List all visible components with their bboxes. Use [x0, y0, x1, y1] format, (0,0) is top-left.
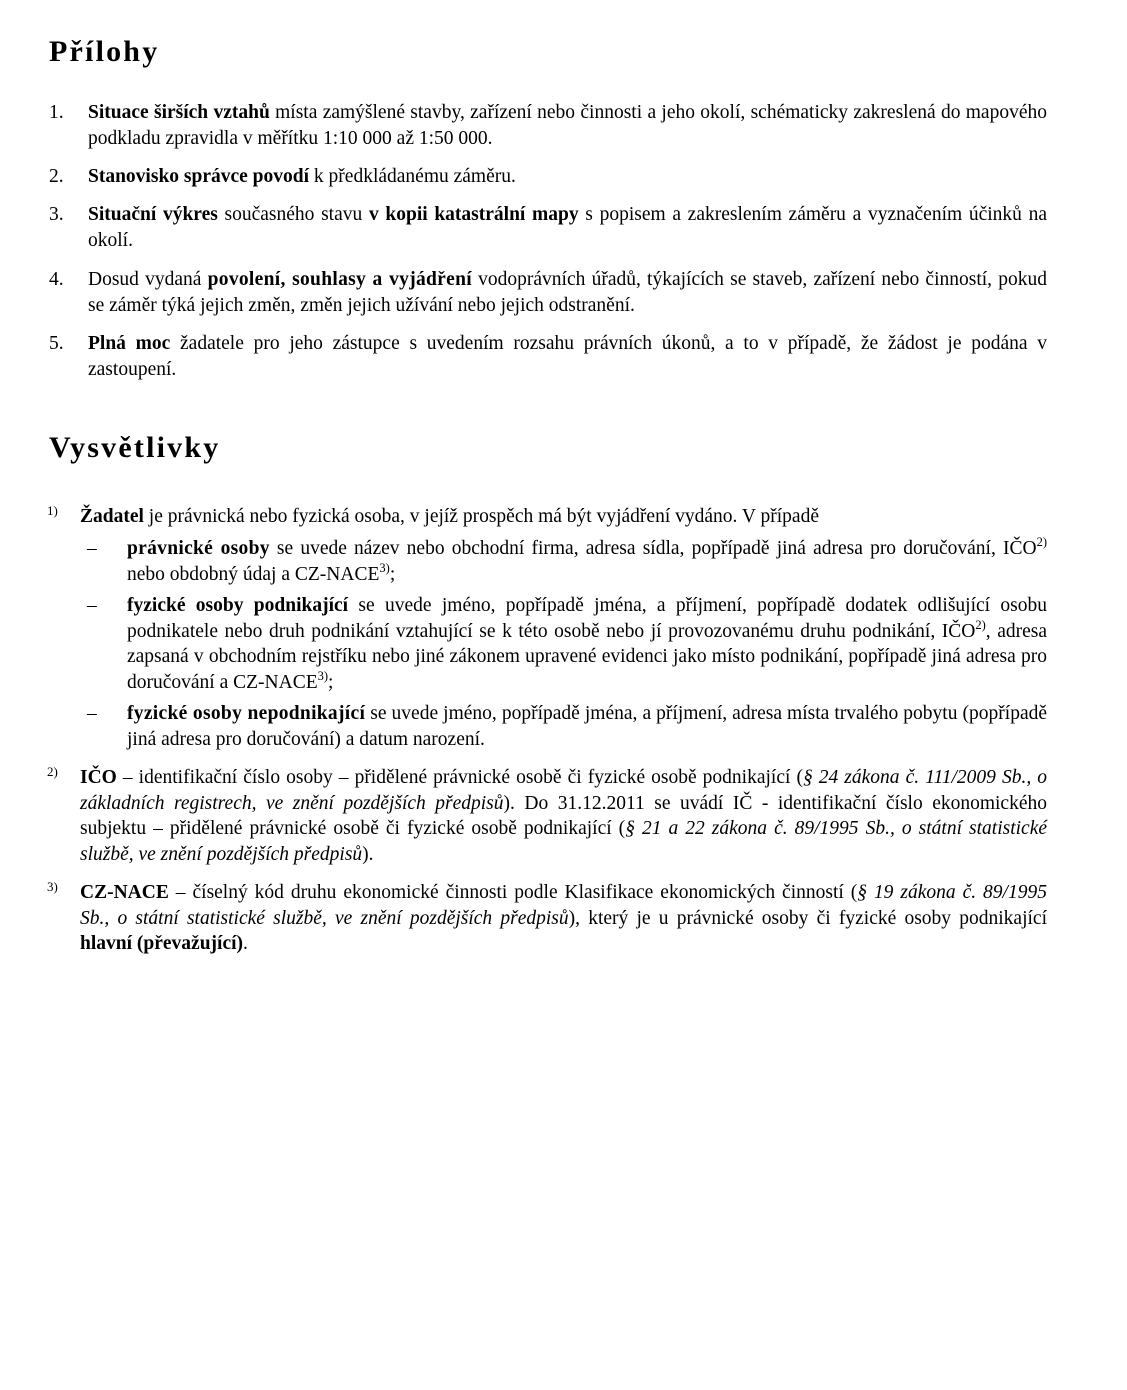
footnote-ref: 2) — [1036, 535, 1047, 549]
item-number: 2. — [49, 166, 64, 187]
item-bold-term: povolení, souhlasy a vyjádření — [207, 269, 472, 290]
item-bold-term: Plná moc — [88, 333, 171, 354]
item-text — [88, 267, 1047, 318]
subitem-text — [127, 536, 1047, 587]
footnote-ref: 3) — [317, 668, 329, 683]
attachment-item-4 — [49, 267, 1047, 318]
item-body: k předkládanému záměru. — [309, 166, 516, 187]
subitem-body: se uvede název nebo obchodní firma, adresa sídla, popřípadě jiná adresa pro doručování, IČO — [269, 538, 1037, 559]
footnote-body-2: ), který je u právnické osoby či fyzické osoby podnikající — [568, 907, 1047, 929]
footnote-body: – číselný kód druhu ekonomické činnosti podle Klasifikace ekonomických činností ( — [168, 882, 858, 903]
attachment-item-1 — [49, 100, 1047, 151]
footnote-ref: 2) — [975, 617, 986, 632]
footnote-term: Žadatel — [80, 506, 144, 527]
legal-citation-2: § 21 a 22 zákona č. 89/1995 Sb., o státní statistické službě, ve znění pozdějších předpisů — [80, 818, 1047, 865]
subitem-text — [127, 593, 1047, 695]
footnote-3 — [47, 880, 1047, 957]
subitem-body-2: , adresa zapsaná v obchodním rejstříku nebo jiné zákonem upravené evidenci jako místo podnikání, popřípadě jiná adresa pro doručování a CZ-NACE — [127, 620, 1047, 693]
footnote-body-3: ). — [362, 843, 374, 865]
item-text — [88, 164, 1047, 190]
footnote-mark: 1) — [47, 503, 58, 518]
legal-citation: § 19 zákona č. 89/1995 Sb., o státní statistické službě, ve znění pozdějších předpisů — [80, 882, 1047, 929]
item-bold-term: Situační výkres — [88, 204, 218, 225]
attachment-item-3 — [49, 202, 1047, 253]
dash-bullet: – — [87, 703, 97, 724]
footnote-text — [80, 765, 1047, 867]
footnote-term: CZ-NACE — [80, 882, 169, 903]
item-bold-term: Stanovisko správce povodí — [88, 166, 310, 187]
dash-bullet: – — [87, 595, 97, 616]
item-number: 3. — [49, 204, 64, 225]
item-bold-term: Situace širších vztahů — [88, 102, 270, 123]
subitem-body-2: nebo obdobný údaj a CZ-NACE — [127, 563, 380, 585]
item-number: 1. — [49, 102, 64, 123]
subitem-term: právnické osoby — [127, 538, 270, 559]
footnote-text — [80, 504, 1047, 530]
item-text — [88, 331, 1047, 382]
item-lead: Dosud vydaná — [88, 269, 208, 290]
item-number: 4. — [49, 269, 64, 290]
subitem-body: se uvede jméno, popřípadě jména, a příjmení, adresa místa trvalého pobytu (popřípadě jiná adresa pro doručování) a datum narození. — [127, 703, 1047, 750]
item-text — [88, 202, 1047, 253]
footnote-text — [80, 880, 1047, 957]
dash-bullet: – — [87, 538, 97, 559]
subitem-term: fyzické osoby nepodnikající — [127, 703, 366, 724]
item-bold-term-2: v kopii katastrální mapy — [368, 204, 579, 225]
attachment-item-2 — [49, 164, 1047, 190]
item-number: 5. — [49, 333, 64, 354]
footnote-body-2: ). Do 31.12.2011 se uvádí IČ - identifikační číslo ekonomického subjektu – přidělené právnické osobě či fyzické osobě podnikající ( — [80, 792, 1047, 839]
footnote-term: IČO — [80, 767, 117, 788]
footnote-2 — [47, 765, 1047, 867]
footnote-body-3: . — [243, 933, 248, 954]
subitem-body-3: ; — [328, 671, 334, 693]
item-body: místa zamýšlené stavby, zařízení nebo činnosti a jeho okolí, schématicky zakreslená do mapového podkladu zpravidla v měřítku 1:10 000 až 1:50 000. — [88, 102, 1047, 149]
subitem-body: se uvede jméno, popřípadě jména, a příjmení, popřípadě dodatek odlišující osobu podnikatele nebo druh podnikání vztahující se k této osobě nebo jí provozovanému druhu podnikání, IČO — [127, 595, 1048, 642]
attachments-heading: Přílohy — [49, 35, 160, 68]
legal-citation: § 24 zákona č. 111/2009 Sb., o základních registrech, ve znění pozdějších předpisů — [80, 767, 1048, 814]
footnote-body: je právnická nebo fyzická osoba, v jejíž prospěch má být vyjádření vydáno. V případě — [143, 506, 819, 527]
item-text — [88, 100, 1047, 151]
item-body: vodoprávních úřadů, týkajících se staveb, zařízení nebo činností, pokud se záměr týká jejich změn, změn jejich užívání nebo jejich odstranění. — [88, 269, 1047, 316]
attachment-item-5 — [49, 331, 1047, 382]
subitem-term: fyzické osoby podnikající — [127, 595, 349, 616]
footnote-1-subitem-entrepreneur — [87, 593, 1047, 695]
item-body: současného stavu — [217, 204, 369, 225]
subitem-text — [127, 701, 1047, 752]
item-body: žadatele pro jeho zástupce s uvedením rozsahu právních úkonů, a to v případě, že žádost je podána v zastoupení. — [88, 333, 1047, 380]
footnote-mark: 2) — [47, 764, 58, 779]
item-body-2: s popisem a zakreslením záměru a vyznačením účinků na okolí. — [88, 204, 1047, 251]
footnote-1-subitem-non-entrepreneur — [87, 701, 1047, 752]
footnote-ref: 3) — [379, 560, 390, 575]
footnote-mark: 3) — [47, 879, 58, 894]
subitem-body-3: ; — [389, 563, 396, 585]
notes-heading: Vysvětlivky — [49, 431, 221, 464]
footnote-term-2: hlavní (převažující) — [80, 933, 244, 954]
footnote-body: – identifikační číslo osoby – přidělené právnické osobě či fyzické osobě podnikající ( — [116, 767, 803, 788]
footnote-1 — [47, 504, 1047, 530]
footnote-1-subitem-legal-entity — [87, 536, 1047, 587]
